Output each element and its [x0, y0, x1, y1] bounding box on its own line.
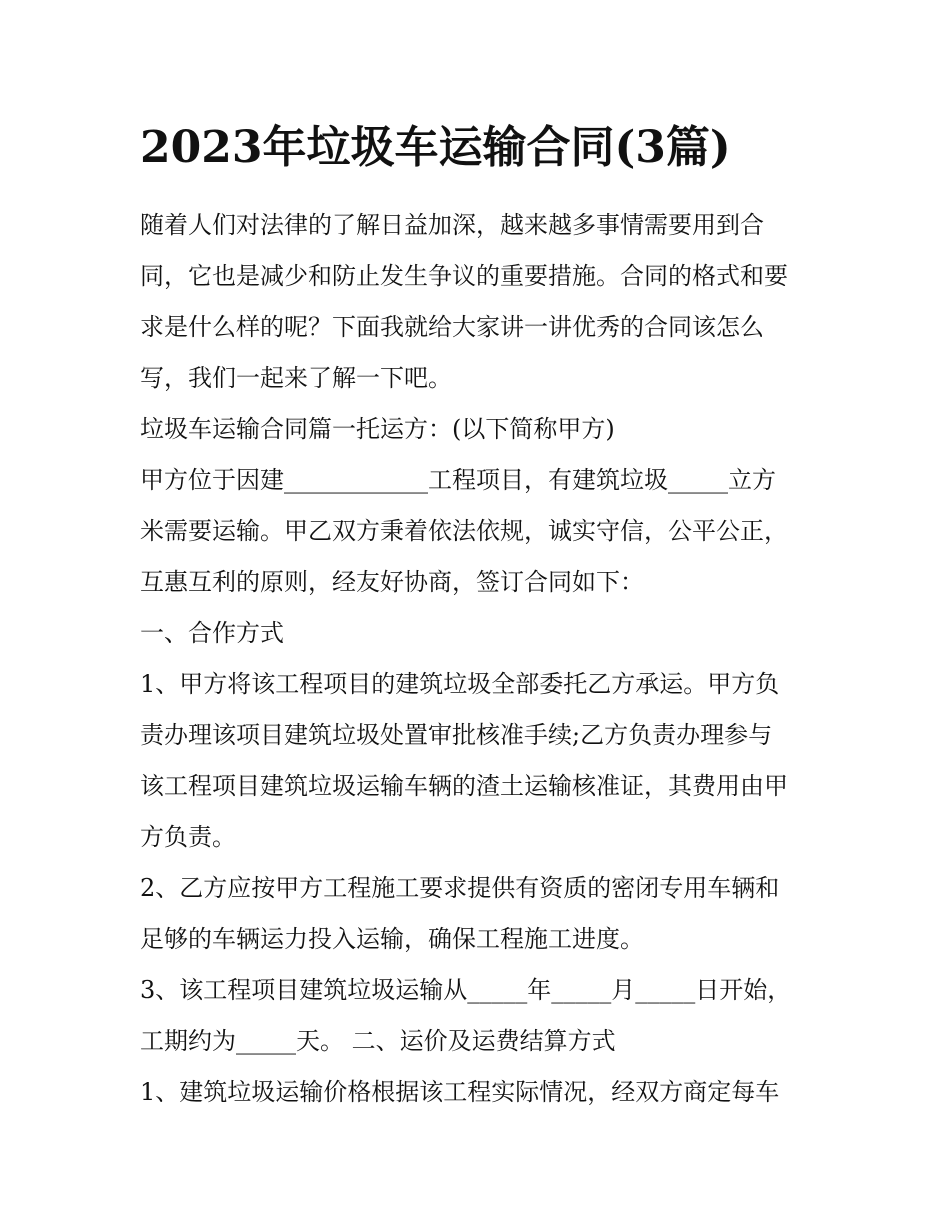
- body-line: 该工程项目建筑垃圾运输车辆的渣土运输核准证，其费用由甲: [140, 772, 788, 800]
- body-line: 2、乙方应按甲方工程施工要求提供有资质的密闭专用车辆和: [140, 874, 780, 902]
- body-line: 工期约为_____天。 二、运价及运费结算方式: [140, 1027, 616, 1055]
- body-line: 同，它也是减少和防止发生争议的重要措施。合同的格式和要: [140, 262, 788, 290]
- body-line: 足够的车辆运力投入运输，确保工程施工进度。: [140, 925, 644, 953]
- body-line: 写，我们一起来了解一下吧。: [140, 364, 452, 392]
- body-line: 3、该工程项目建筑垃圾运输从_____年_____月_____日开始，: [140, 976, 792, 1004]
- clause-heading: 一、合作方式: [140, 619, 284, 647]
- body-line: 甲方位于因建____________工程项目，有建筑垃圾_____立方: [140, 466, 776, 494]
- body-line: 1、甲方将该工程项目的建筑垃圾全部委托乙方承运。甲方负: [140, 670, 780, 698]
- body-line: 1、建筑垃圾运输价格根据该工程实际情况，经双方商定每车: [140, 1078, 780, 1106]
- document-title: 2023年垃圾车运输合同(3篇): [140, 122, 731, 173]
- body-line: 求是什么样的呢？下面我就给大家讲一讲优秀的合同该怎么: [140, 313, 764, 341]
- body-line: 米需要运输。甲乙双方秉着依法依规，诚实守信，公平公正，: [140, 517, 788, 545]
- section-heading-line: 垃圾车运输合同篇一托运方：(以下简称甲方): [140, 415, 615, 443]
- body-line: 互惠互利的原则，经友好协商，签订合同如下：: [140, 568, 644, 596]
- body-line: 随着人们对法律的了解日益加深，越来越多事情需要用到合: [140, 211, 764, 239]
- body-line: 责办理该项目建筑垃圾处置审批核准手续;乙方负责办理参与: [140, 721, 773, 749]
- document-body: [140, 200, 820, 1118]
- body-line: 方负责。: [140, 823, 236, 851]
